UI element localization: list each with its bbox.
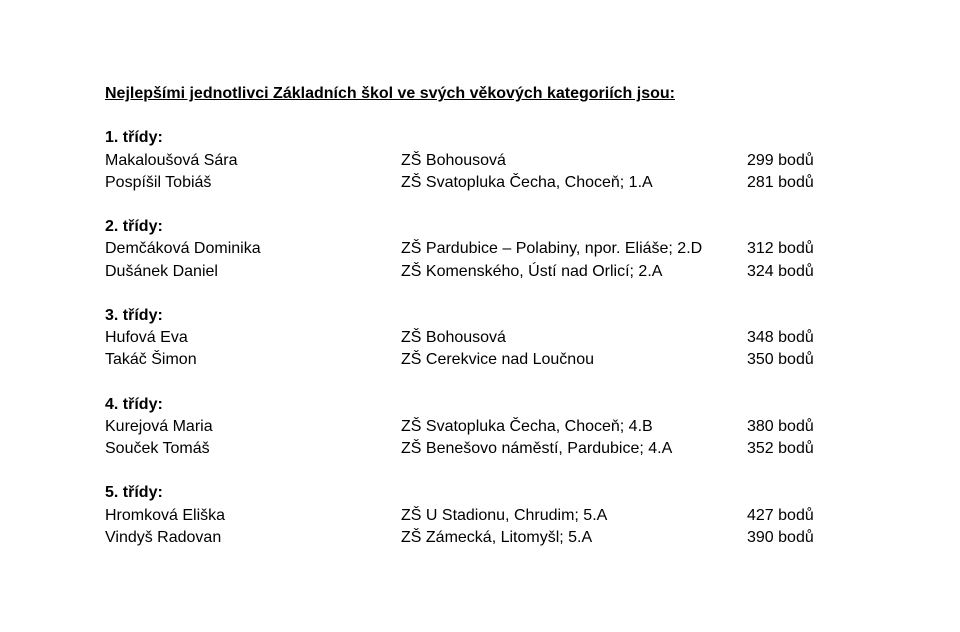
student-name: Pospíšil Tobiáš xyxy=(105,173,212,191)
student-name: Dušánek Daniel xyxy=(105,262,218,280)
student-name: Hromková Eliška xyxy=(105,506,226,524)
spacer xyxy=(105,283,865,305)
student-name: Kurejová Maria xyxy=(105,417,213,435)
school-name: ZŠ Bohousová xyxy=(401,151,506,169)
school-name: ZŠ Svatopluka Čecha, Choceň; 4.B xyxy=(401,417,653,435)
spacer xyxy=(105,371,865,393)
result-row xyxy=(105,172,865,194)
student-name: Hufová Eva xyxy=(105,329,188,347)
student-name: Demčáková Dominika xyxy=(105,240,261,258)
school-name: ZŠ Zámecká, Litomyšl; 5.A xyxy=(401,528,593,546)
school-name: ZŠ Cerekvice nad Loučnou xyxy=(401,351,594,369)
result-row xyxy=(105,349,865,371)
points-value: 427 bodů xyxy=(747,506,814,524)
document-heading: Nejlepšími jednotlivci Základních škol ve svých věkových kategoriích jsou: xyxy=(105,85,675,102)
school-name: ZŠ Bohousová xyxy=(401,329,506,347)
student-name: Takáč Šimon xyxy=(105,351,197,369)
section-title: 4. třídy: xyxy=(105,395,163,413)
points-value: 312 bodů xyxy=(747,240,814,258)
student-name: Vindyš Radovan xyxy=(105,528,222,546)
result-row xyxy=(105,505,865,527)
section-grade-3 xyxy=(105,305,865,372)
points-value: 348 bodů xyxy=(747,329,814,347)
result-row xyxy=(105,438,865,460)
section-title: 3. třídy: xyxy=(105,306,163,324)
result-row xyxy=(105,416,865,438)
document-page xyxy=(105,83,865,549)
school-name: ZŠ Benešovo náměstí, Pardubice; 4.A xyxy=(401,440,673,457)
points-value: 281 bodů xyxy=(747,173,814,191)
section-grade-5 xyxy=(105,482,865,549)
points-value: 324 bodů xyxy=(747,262,814,280)
result-row xyxy=(105,327,865,349)
points-value: 380 bodů xyxy=(747,417,814,435)
points-value: 390 bodů xyxy=(747,528,814,546)
section-title: 1. třídy: xyxy=(105,129,163,147)
student-name: Souček Tomáš xyxy=(105,440,210,457)
section-grade-2 xyxy=(105,216,865,283)
school-name: ZŠ Svatopluka Čecha, Choceň; 1.A xyxy=(401,173,653,191)
spacer xyxy=(105,194,865,216)
spacer xyxy=(105,460,865,482)
section-grade-4 xyxy=(105,394,865,461)
section-title: 2. třídy: xyxy=(105,218,163,236)
result-row xyxy=(105,150,865,172)
section-grade-1 xyxy=(105,127,865,194)
section-title: 5. třídy: xyxy=(105,484,163,502)
school-name: ZŠ Komenského, Ústí nad Orlicí; 2.A xyxy=(401,262,663,280)
points-value: 299 bodů xyxy=(747,151,814,169)
result-row xyxy=(105,261,865,283)
result-row xyxy=(105,238,865,260)
points-value: 350 bodů xyxy=(747,351,814,369)
school-name: ZŠ U Stadionu, Chrudim; 5.A xyxy=(401,506,608,524)
student-name: Makaloušová Sára xyxy=(105,151,238,169)
result-row xyxy=(105,527,865,549)
school-name: ZŠ Pardubice – Polabiny, npor. Eliáše; 2.D xyxy=(401,240,703,258)
points-value: 352 bodů xyxy=(747,440,814,457)
spacer xyxy=(105,105,865,127)
